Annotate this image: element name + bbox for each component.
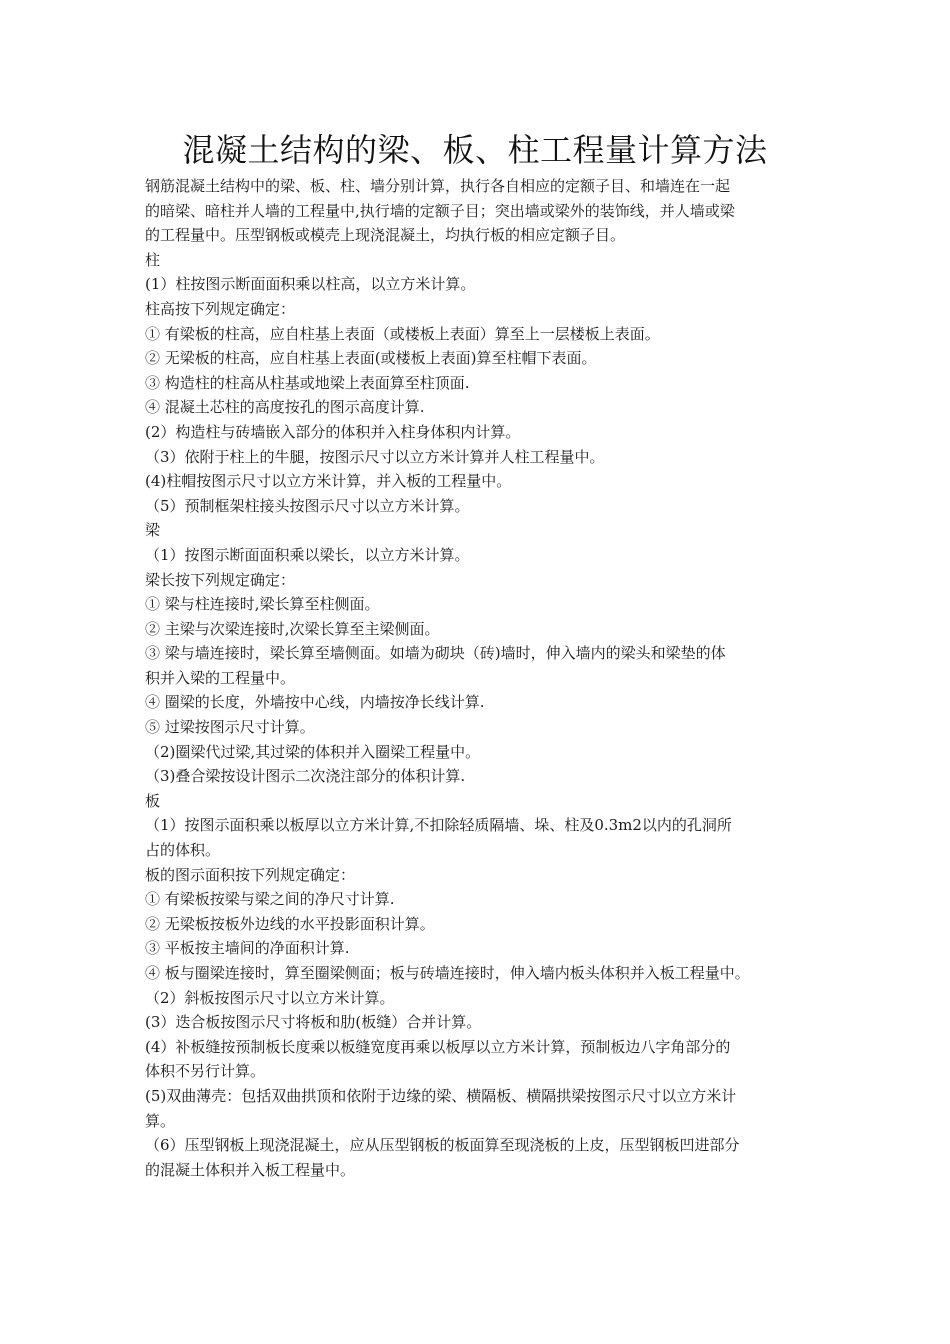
text-line: ① 有梁板的柱高，应自柱基上表面（或楼板上表面）算至上一层楼板上表面。 (145, 324, 660, 343)
text-line: 的暗梁、暗柱并人墙的工程量中,执行墙的定额子目；突出墙或梁外的装饰线，并人墙或梁 (145, 201, 735, 220)
text-line: ③ 梁与墙连接时，梁长算至墙侧面。如墙为砌块（砖)墙时，伸入墙内的梁头和梁垫的体 (145, 644, 726, 663)
text-line: ④ 圈梁的长度，外墙按中心线，内墙按净长线计算. (145, 693, 485, 712)
text-line: 梁长按下列规定确定： (145, 570, 296, 589)
text-line: 柱 (145, 250, 161, 269)
text-line: ② 主梁与次梁连接时,次梁长算至主梁侧面。 (145, 619, 440, 638)
text-line: 体积不另行计算。 (145, 1062, 266, 1081)
text-line: （2）斜板按图示尺寸以立方米计算。 (145, 988, 395, 1007)
text-line: ③ 构造柱的柱高从柱基或地梁上表面算至柱顶面. (145, 373, 470, 392)
text-line: （1）按图示断面面积乘以梁长，以立方米计算。 (145, 545, 470, 564)
text-line: 板 (145, 791, 161, 810)
text-line: （2)圈梁代过梁,其过梁的体积并入圈梁工程量中。 (145, 742, 481, 761)
text-line: 板的图示面积按下列规定确定： (145, 865, 356, 884)
text-line: ⑤ 过梁按图示尺寸计算。 (145, 718, 315, 737)
text-line: (2）构造柱与砖墙嵌入部分的体积并入柱身体积内计算。 (145, 422, 521, 441)
document-title: 混凝土结构的梁、板、柱工程量计算方法 (182, 131, 768, 169)
text-line: (4）补板缝按预制板长度乘以板缝宽度再乘以板厚以立方米计算，预制板边八字角部分的 (145, 1037, 731, 1056)
text-line: 梁 (145, 521, 161, 540)
text-line: 算。 (145, 1111, 176, 1130)
document-body (145, 174, 825, 1182)
text-line: (4)柱帽按图示尺寸以立方米计算，并入板的工程量中。 (145, 472, 512, 491)
text-line: ② 无梁板的柱高，应自柱基上表面(或楼板上表面)算至柱帽下表面。 (145, 349, 597, 368)
text-line: 的混凝土体积并入板工程量中。 (145, 1160, 356, 1179)
text-line: ④ 板与圈梁连接时，算至圈梁侧面；板与砖墙连接时，伸入墙内板头体积并入板工程量中。 (145, 964, 750, 982)
text-line: ② 无梁板按板外边线的水平投影面积计算。 (145, 914, 435, 933)
text-line: 钢筋混凝土结构中的梁、板、柱、墙分别计算，执行各自相应的定额子目、和墙连在一起 (145, 177, 731, 195)
text-line: 占的体积。 (145, 841, 221, 860)
text-line: 柱高按下列规定确定： (145, 299, 296, 318)
text-line: (1）柱按图示断面面积乘以柱高，以立方米计算。 (145, 275, 476, 294)
text-line: ④ 混凝土芯柱的高度按孔的图示高度计算. (145, 398, 425, 417)
text-line: （3)叠合梁按设计图示二次浇注部分的体积计算. (145, 767, 466, 786)
text-line: （1）按图示面积乘以板厚以立方米计算,不扣除轻质隔墙、垛、柱及0.3m2以内的孔洞所 (145, 816, 732, 835)
text-line: ① 梁与柱连接时,梁长算至柱侧面。 (145, 595, 380, 614)
text-line: （6）压型钢板上现浇混凝土，应从压型钢板的板面算至现浇板的上皮，压型钢板凹进部分 (145, 1136, 740, 1155)
text-line: (5)双曲薄壳：包括双曲拱顶和依附于边缘的梁、横隔板、横隔拱梁按图示尺寸以立方米计 (145, 1086, 737, 1105)
text-line: ③ 平板按主墙间的净面积计算. (145, 939, 350, 958)
text-line: 积并入梁的工程量中。 (145, 668, 296, 687)
text-line: 的工程量中。压型钢板或模壳上现浇混凝土，均执行板的相应定额子目。 (145, 226, 626, 245)
text-line: (3）迭合板按图示尺寸将板和肋(板缝）合并计算。 (145, 1013, 482, 1032)
text-line: （3）依附于柱上的牛腿，按图示尺寸以立方米计算并人柱工程量中。 (145, 447, 605, 466)
text-line: ① 有梁板按梁与梁之间的净尺寸计算. (145, 890, 395, 909)
text-line: （5）预制框架柱接头按图示尺寸以立方米计算。 (145, 496, 470, 515)
